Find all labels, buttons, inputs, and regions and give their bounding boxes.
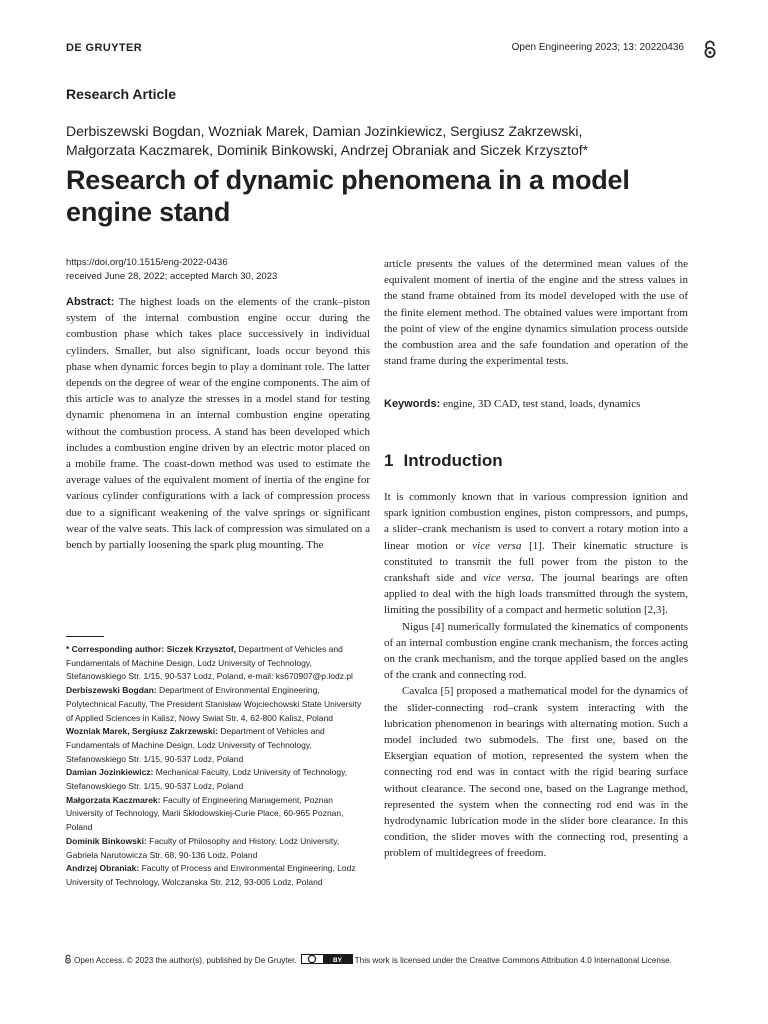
paragraph [384, 489, 688, 619]
cc-by-license-icon[interactable] [301, 954, 353, 964]
introduction-body [384, 489, 688, 862]
paragraph-text: It is commonly known that in various compression ignition and spark ignition combustion engines, piston compressors, and pumps, a slider–crank mechanism is used to convert a rotary motion into a linear motion or [384, 491, 688, 552]
publisher-name: DE GRUYTER [66, 42, 143, 54]
license-notice [64, 954, 704, 967]
footnote-author: Wozniak Marek, Sergiusz Zakrzewski: [66, 726, 218, 737]
footnote-text: Department of Environmental Engineering, Polytechnical Faculty, The President Stanisław Wojciechowski State University of Applied Sciences in Kalisz, Nowy Swiat Str. 4, 62-800 Kalisz, Poland [66, 685, 362, 723]
svg-text:BY: BY [332, 957, 342, 964]
abstract-text: The highest loads on the elements of the crank–piston system of the internal combustion engine occur during the combustion phase which takes place successively in individual cylinders. Smaller, but also significant, loads occur beyond this phase when dynamic forces begin to play a dominant role. The latter depends on the degree of wear of the engine components. The aim of this article was to analyze the stresses in a model stand for testing dynamic phenomena in an internal combustion engine operating without the combustion process. A stand has been developed which includes a combustion engine driven by an electric motor placed on a mobile frame. The coast-down method was used to estimate the average values of the equivalent moment of inertia of the engine for various cylinder configurations with a lack of compression process due to a significant weakening of the valve springs or significant wear of the valve seats. This lack of compression was simulated on a bench by partially loosening the spark plug mounting. The [66, 296, 370, 552]
footnote [66, 766, 370, 793]
license-text: This work is licensed under the Creative Commons Attribution 4.0 International License. [354, 956, 672, 965]
received-accepted-dates: received June 28, 2022; accepted March 30, 2023 [66, 271, 278, 282]
footnote [66, 684, 370, 725]
doi-link[interactable]: https://doi.org/10.1515/eng-2022-0436 [66, 257, 228, 268]
footnote [66, 643, 370, 684]
journal-citation: Open Engineering 2023; 13: 20220436 [511, 42, 684, 53]
open-access-icon [702, 39, 718, 59]
open-access-icon [64, 954, 72, 964]
paragraph-text: [1]. Their kinematic structure is constituted to transmit the full power from the piston to the crankshaft side and [384, 539, 689, 585]
paragraph: Nigus [4] numerically formulated the kinematics of components of an internal combustion engine crank mechanism, the forces acting on the crank mechanism, and the torque applied based on the angles of the crank and connecting rod. [384, 620, 688, 682]
footnote-text: Department of Vehicles and Fundamentals of Machine Design, Lodz University of Technology, Stefanowskiego Str. 1/15, 90-537 Lodz, Poland, e-mail: ks670907@p.lodz.pl [66, 644, 353, 682]
keywords [384, 398, 688, 410]
footnote-text: Faculty of Philosophy and History, Lodz University, Gabriela Narutowicza Str. 68, 90-136 Lodz, Poland [66, 835, 340, 860]
footnote-author: Derbiszewski Bogdan: [66, 685, 157, 696]
abstract-continued-text: article presents the values of the determined mean values of the equivalent moment of inertia of the engine and the stress values in the stand frame obtained from its model developed with the use of the finite element method. The obtained values were important from the point of view of the engine dynamics simulation process outside the combustion area and the safe foundation and operation of the stand frame during the experimental tests. [384, 258, 688, 368]
footnote-author: Damian Jozinkiewicz: [66, 767, 154, 778]
section-title: Introduction [403, 451, 503, 470]
abstract [66, 294, 370, 553]
footnote-author: Andrzej Obraniak: [66, 863, 140, 874]
section-number: 1 [384, 451, 394, 470]
article-title [66, 164, 686, 228]
footnote-text: Faculty of Process and Environmental Engineering, Lodz University of Technology, Wolczanska Str. 212, 93-005 Lodz, Poland [66, 863, 356, 887]
paragraph: Cavalca [5] proposed a mathematical model for the dynamics of the slider-connecting rod–crank system interacting with the lubrication phenomenon in bearings with alternating motion. Such a model included two submodels. The first one, based on the Eksergian equation of motion, represented the system when the connecting rod end was in contact with the rigid bearing surface without clearance. The second one, based on the Lagrange method, represented the system when the connecting rod end was in the hydrodynamic lubrication mode in the slider bore clearance. In this condition, the slider moves with the connecting rod, presenting a problem of multidegrees of freedom. [384, 685, 688, 860]
article-meta [66, 256, 277, 284]
footnote-divider [66, 636, 104, 637]
footnote [66, 794, 370, 835]
footnote-text: Faculty of Engineering Management, Poznan University of Technology, Marii Skłodowskiej-Curie Place, 60-965 Poznan, Poland [66, 794, 344, 833]
footnote [66, 725, 370, 766]
footnote-text: Mechanical Faculty, Lodz University of Technology, Stefanowskiego Str. 1/15, 90-537 Lodz, Poland [66, 767, 348, 792]
footnote-author: Dominik Binkowski: [66, 835, 147, 846]
open-access-text: Open Access. © 2023 the author(s), published by De Gruyter. [74, 956, 297, 965]
author-list [66, 122, 666, 160]
keywords-text: engine, 3D CAD, test stand, loads, dynamics [443, 398, 641, 410]
footnote-text: Department of Vehicles and Fundamentals of Machine Design, Lodz University of Technology, Stefanowskiego Str. 1/15, 90-537 Lodz, Poland [66, 726, 325, 764]
paragraph-text: . The journal bearings are often applied to deal with the high loads transmitted through the system, limiting the possibility of a compact and hermetic solution [2,3]. [384, 572, 688, 617]
footnotes [66, 643, 370, 890]
footnote-author: Małgorzata Kaczmarek: [66, 794, 161, 805]
footnote [66, 862, 370, 889]
footnote [66, 835, 370, 862]
abstract-label: Abstract: [66, 296, 115, 308]
italic-text: vice versa [472, 539, 522, 552]
abstract-continued [384, 256, 688, 369]
section-heading [384, 451, 503, 471]
keywords-label: Keywords: [384, 398, 441, 410]
title-line: Research of dynamic phenomena in a model [66, 165, 630, 195]
footnote-author: * Corresponding author: Siczek Krzysztof, [66, 644, 237, 654]
italic-text: vice versa [483, 572, 532, 585]
author-line: Derbiszewski Bogdan, Wozniak Marek, Damian Jozinkiewicz, Sergiusz Zakrzewski, [66, 123, 583, 139]
title-line: engine stand [66, 197, 231, 227]
article-type: Research Article [66, 86, 176, 102]
author-line: Małgorzata Kaczmarek, Dominik Binkowski, Andrzej Obraniak and Siczek Krzysztof* [66, 142, 589, 158]
